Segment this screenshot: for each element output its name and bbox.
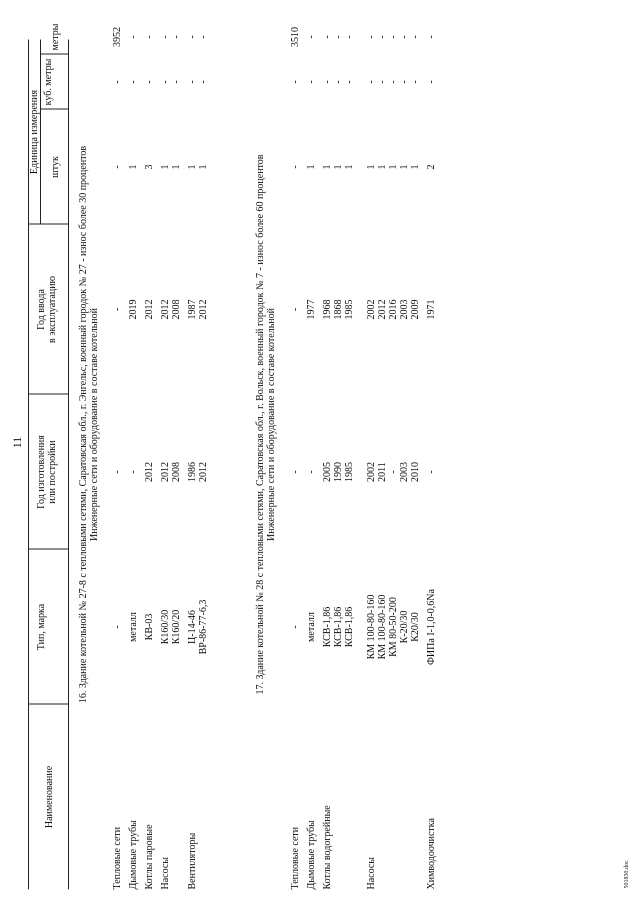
cell-pcs: 1 xyxy=(377,164,388,170)
cell-intro: 2012 xyxy=(144,299,155,320)
cell-pcs: 2 xyxy=(426,164,437,170)
cell-intro: 1985 xyxy=(344,299,355,320)
cell-made: 2012 xyxy=(198,462,209,482)
cell-cubic: - xyxy=(128,80,139,84)
cell-type: К-20/30 xyxy=(399,610,410,644)
cell-pcs: - xyxy=(290,165,301,169)
cell-intro: 2009 xyxy=(410,299,421,320)
cell-made: 1985 xyxy=(344,462,355,482)
cell-made: 1990 xyxy=(333,462,344,482)
header-bottom-rule xyxy=(68,40,69,890)
cell-type: - xyxy=(112,625,123,629)
cell-pcs: 1 xyxy=(187,164,198,170)
cell-type: К20/30 xyxy=(410,612,421,642)
section-16-title: 16. Здание котельной № 27-8 с тепловыми сетями, Саратовская обл., г. Энгельс, военный городок № 27 - износ более 30 процентов xyxy=(78,145,89,704)
cell-pcs: 1 xyxy=(388,164,399,170)
cell-made: 2012 xyxy=(144,462,155,482)
cell-made: 2011 xyxy=(377,462,388,482)
cell-name: Тепловые сети xyxy=(112,826,123,890)
cell-meters: - xyxy=(388,35,399,39)
section-16-subtitle: Инженерные сети и оборудование в составе котельной xyxy=(89,308,100,541)
cell-meters: - xyxy=(171,35,182,39)
cell-intro: 2012 xyxy=(160,299,171,320)
cell-made: 2012 xyxy=(160,462,171,482)
cell-type: КСВ-1,86 xyxy=(344,606,355,648)
section-17-title: 17. Здание котельной № 28 с тепловыми сетями, Саратовская обл., г. Вольск, военный городок № 7 - износ более 60 процентов xyxy=(255,154,266,695)
cell-pcs: 1 xyxy=(322,164,333,170)
cell-meters: - xyxy=(306,35,317,39)
cell-made: 2003 xyxy=(399,462,410,482)
cell-cubic: - xyxy=(187,80,198,84)
cell-meters: - xyxy=(366,35,377,39)
section-17-subtitle: Инженерные сети и оборудование в составе котельной xyxy=(266,308,277,541)
cell-pcs: 1 xyxy=(160,164,171,170)
cell-pcs: 1 xyxy=(198,164,209,170)
cell-type: Ц-14-46 xyxy=(187,610,198,644)
header-made-line2: или постройки xyxy=(47,440,58,504)
cell-intro: 2012 xyxy=(198,299,209,320)
cell-name: Химводоочистка xyxy=(426,818,437,890)
cell-type: КМ 100-80-160 xyxy=(366,594,377,660)
cell-intro: 1971 xyxy=(426,299,437,320)
cell-type: - xyxy=(290,625,301,629)
cell-name: Котлы водогрейные xyxy=(322,805,333,890)
cell-cubic: - xyxy=(306,80,317,84)
cell-meters: - xyxy=(198,35,209,39)
cell-made: - xyxy=(306,470,317,474)
cell-pcs: 1 xyxy=(399,164,410,170)
cell-cubic: - xyxy=(112,80,123,84)
cell-meters: - xyxy=(377,35,388,39)
cell-cubic: - xyxy=(198,80,209,84)
cell-intro: 2002 xyxy=(366,299,377,320)
header-name: Наименование xyxy=(44,765,55,829)
cell-cubic: - xyxy=(322,80,333,84)
cell-type: К160/30 xyxy=(160,609,171,645)
cell-cubic: - xyxy=(333,80,344,84)
cell-cubic: - xyxy=(290,80,301,84)
cell-cubic: - xyxy=(171,80,182,84)
cell-intro: 2012 xyxy=(377,299,388,320)
cell-pcs: 1 xyxy=(410,164,421,170)
cell-cubic: - xyxy=(426,80,437,84)
cell-type: ВР-86-77-6,3 xyxy=(198,599,209,655)
cell-meters: - xyxy=(333,35,344,39)
cell-meters: 3952 xyxy=(112,27,123,47)
cell-name: Тепловые сети xyxy=(290,826,301,890)
header-intro-line2: в эксплуатацию xyxy=(47,275,58,344)
cell-intro: 1987 xyxy=(187,299,198,320)
cell-type: ФИПа I-1,0-0,6Na xyxy=(426,589,437,665)
cell-name: Насосы xyxy=(366,856,377,890)
cell-made: - xyxy=(426,470,437,474)
file-name: 501830.doc xyxy=(624,860,630,889)
cell-type: КМ 100-80-160 xyxy=(377,594,388,660)
cell-pcs: 3 xyxy=(144,164,155,170)
cell-cubic: - xyxy=(160,80,171,84)
cell-name: Насосы xyxy=(160,856,171,890)
cell-intro: 2016 xyxy=(388,299,399,320)
cell-made: 2005 xyxy=(322,462,333,482)
cell-made: 1986 xyxy=(187,462,198,482)
cell-made: 2010 xyxy=(410,462,421,482)
cell-meters: - xyxy=(399,35,410,39)
cell-cubic: - xyxy=(144,80,155,84)
cell-name: Дымовые трубы xyxy=(306,820,317,890)
cell-intro: 1968 xyxy=(322,299,333,320)
header-made-line1: Год изготовления xyxy=(36,435,47,509)
cell-cubic: - xyxy=(344,80,355,84)
cell-name: Дымовые трубы xyxy=(128,820,139,890)
cell-intro: 1977 xyxy=(306,299,317,320)
cell-made: 2008 xyxy=(171,462,182,482)
cell-cubic: - xyxy=(377,80,388,84)
cell-type: КСВ-1,86 xyxy=(333,606,344,648)
cell-made: - xyxy=(128,470,139,474)
header-units: Единица измерения xyxy=(29,89,40,175)
cell-pcs: 1 xyxy=(306,164,317,170)
cell-type: КСВ-1,86 xyxy=(322,606,333,648)
header-cubic: куб. метры xyxy=(43,58,54,106)
page-number: 11 xyxy=(10,436,24,449)
cell-meters: - xyxy=(410,35,421,39)
cell-meters: - xyxy=(344,35,355,39)
cell-intro: 2019 xyxy=(128,299,139,320)
cell-type: КМ 80-50-200 xyxy=(388,597,399,657)
cell-intro: - xyxy=(290,307,301,312)
cell-made: 2002 xyxy=(366,462,377,482)
cell-meters: - xyxy=(187,35,198,39)
cell-intro: 1868 xyxy=(333,299,344,320)
cell-meters: - xyxy=(144,35,155,39)
cell-pcs: - xyxy=(112,165,123,169)
cell-type: К160/20 xyxy=(171,609,182,645)
cell-made: - xyxy=(112,470,123,474)
cell-pcs: 1 xyxy=(128,164,139,170)
units-rule xyxy=(40,40,41,225)
cell-cubic: - xyxy=(388,80,399,84)
cell-cubic: - xyxy=(399,80,410,84)
cell-intro: 2008 xyxy=(171,299,182,320)
cell-meters: - xyxy=(160,35,171,39)
cell-cubic: - xyxy=(366,80,377,84)
cell-pcs: 1 xyxy=(333,164,344,170)
cell-type: КВ-03 xyxy=(144,613,155,641)
cell-meters: - xyxy=(322,35,333,39)
cell-type: металл xyxy=(306,612,317,642)
header-intro-line1: Год ввода xyxy=(36,289,47,330)
cell-name: Котлы паровые xyxy=(144,824,155,890)
header-type: Тип, марка xyxy=(36,603,47,651)
cell-pcs: 1 xyxy=(366,164,377,170)
cell-pcs: 1 xyxy=(171,164,182,170)
cell-name: Вентиляторы xyxy=(187,832,198,890)
cell-type: металл xyxy=(128,612,139,642)
header-meters: метры xyxy=(50,23,61,51)
cell-intro: 2003 xyxy=(399,299,410,320)
cell-cubic: - xyxy=(410,80,421,84)
cell-meters: - xyxy=(128,35,139,39)
cell-intro: - xyxy=(112,307,123,312)
cell-pcs: 1 xyxy=(344,164,355,170)
cell-meters: - xyxy=(426,35,437,39)
cell-made: - xyxy=(388,470,399,474)
header-pcs: штук xyxy=(50,156,61,178)
cell-meters: 3510 xyxy=(290,27,301,47)
cell-made: - xyxy=(290,470,301,474)
